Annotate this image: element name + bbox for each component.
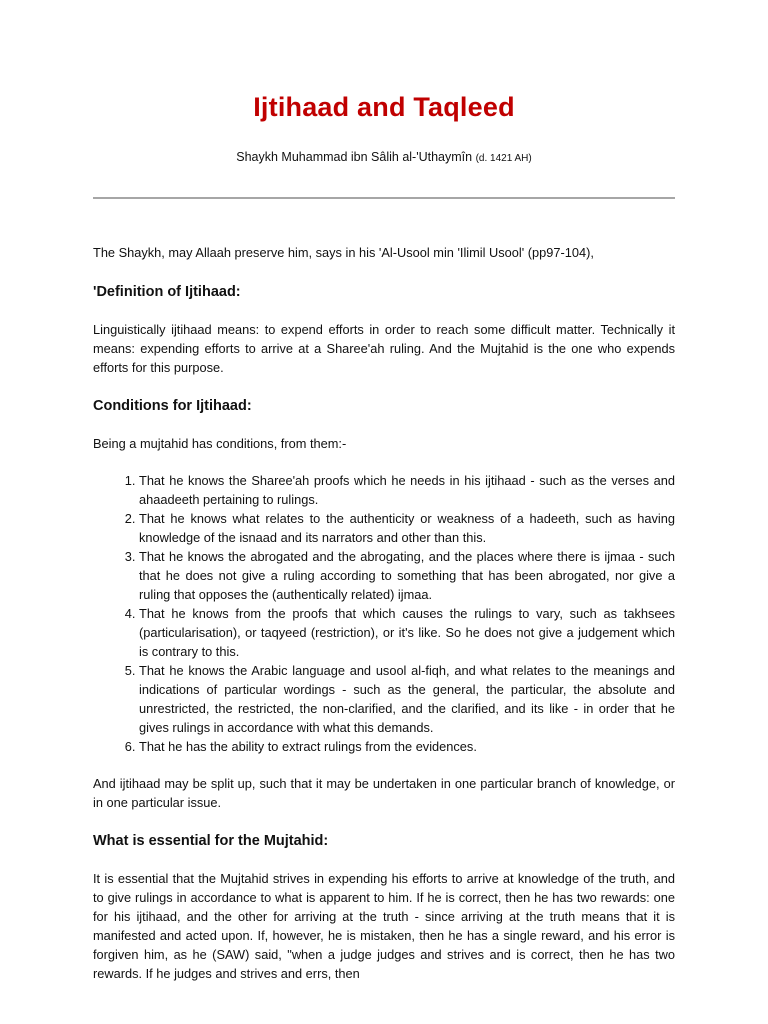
essential-paragraph: It is essential that the Mujtahid strives in expending his efforts to arrive at knowledge of the truth, and to give rulings in accordance to what is apparent to him. If he is correct, then he has two rewards: one for his ijtihaad, and the other for arriving at the truth - since arriving at the truth means that it is manifested and acted upon. If, however, he is mistaken, then he has a single reward, and his error is forgiven him, as he (SAW) said, "when a judge judges and strives and is correct, then he has two rewards. If he judges and strives and errs, then [93, 871, 675, 981]
list-item: 2. That he knows what relates to the authenticity or weakness of a hadeeth, such as having knowledge of the isnaad and its narrators and other than this. [139, 509, 675, 547]
list-item: 3. That he knows the abrogated and the abrogating, and the places where there is ijmaa - such that he does not give a ruling according to something that has been abrogated, nor give a ruling that opposes the (authentically related) ijmaa. [139, 547, 675, 604]
conditions-list [93, 471, 675, 756]
list-item: 4. That he knows from the proofs that which causes the rulings to vary, such as takhsees (particularisation), or taqyeed (restriction), or it's like. So he does not give a judgement which is contrary to this. [139, 604, 675, 661]
section-heading-definition: 'Definition of Ijtihaad: [93, 284, 241, 300]
author-name: Shaykh Muhammad ibn Sâlih al-'Uthaymîn [236, 150, 473, 164]
list-item: 1. That he knows the Sharee'ah proofs which he needs in his ijtihaad - such as the verses and ahaadeeth pertaining to rulings. [139, 471, 675, 509]
list-item: 6. That he has the ability to extract rulings from the evidences. [139, 737, 675, 756]
horizontal-divider [93, 197, 675, 199]
document-title: Ijtihaad and Taqleed [253, 92, 515, 122]
section-heading-conditions: Conditions for Ijtihaad: [93, 398, 252, 414]
section-heading-essential: What is essential for the Mujtahid: [93, 833, 329, 849]
definition-paragraph: Linguistically ijtihaad means: to expend efforts in order to reach some difficult matter. Technically it means: expending efforts to arrive at a Sharee'ah ruling. And the Mujtahid is the one who expends efforts for this purpose. [93, 322, 675, 375]
author-byline [93, 150, 675, 164]
document-body [93, 243, 675, 983]
ijtihaad-split-paragraph: And ijtihaad may be split up, such that it may be undertaken in one particular branch of knowledge, or in one particular issue. [93, 776, 675, 810]
intro-paragraph: The Shaykh, may Allaah preserve him, says in his 'Al-Usool min 'Ilimil Usool' (pp97-104), [93, 245, 594, 260]
author-death-date: (d. 1421 AH) [475, 153, 532, 164]
list-item: 5. That he knows the Arabic language and usool al-fiqh, and what relates to the meanings and indications of particular wordings - such as the general, the particular, the absolute and unrestricted, the restricted, the non-clarified, and the clarified, and its like - in order that he gives rulings in accordance with what this demands. [139, 661, 675, 737]
conditions-intro-paragraph: Being a mujtahid has conditions, from them:- [93, 436, 347, 451]
